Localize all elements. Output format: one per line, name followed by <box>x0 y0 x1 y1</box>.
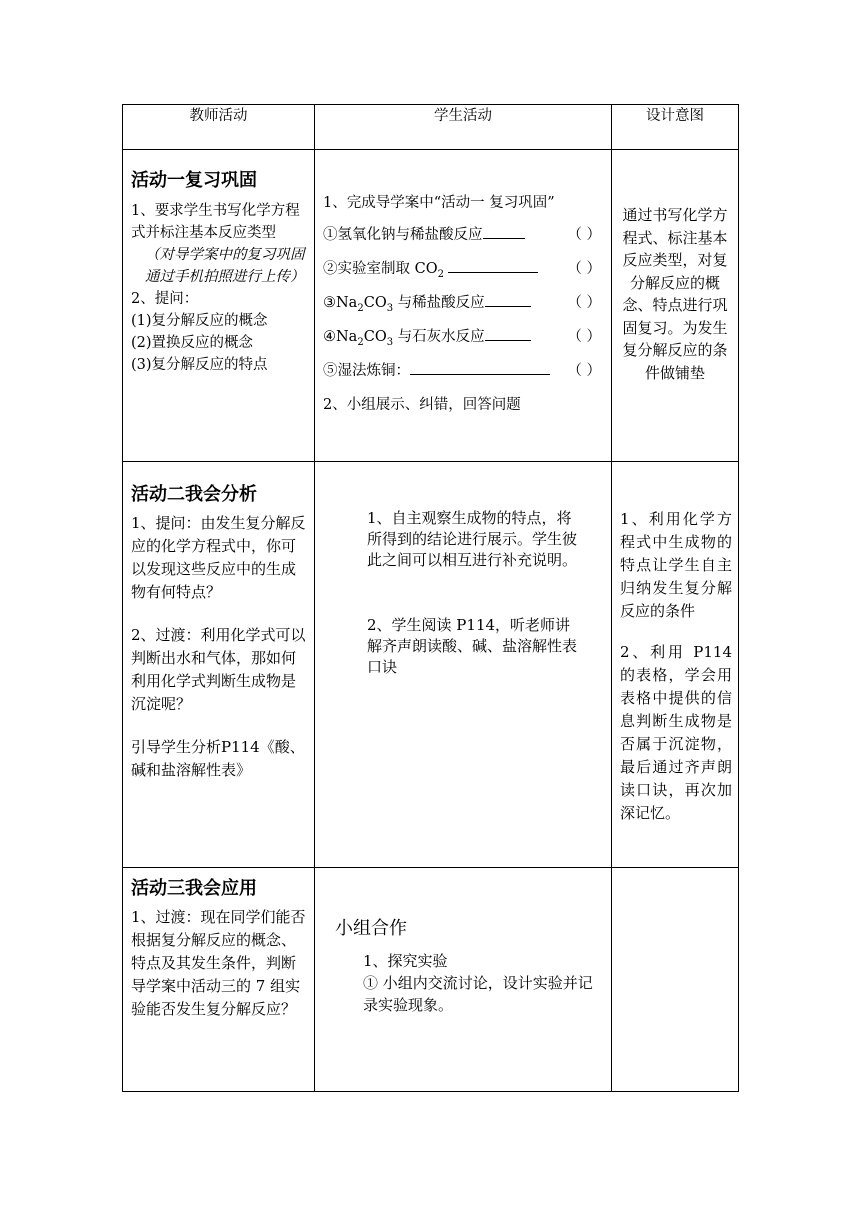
reaction-2 <box>323 252 605 286</box>
row3-student-item2: ① 小组内交流讨论，设计实验并记录实验现象。 <box>363 974 593 1014</box>
reaction-4 <box>323 320 605 354</box>
reaction-1-label: ①氢氧化钠与稀盐酸反应 <box>323 227 483 243</box>
reaction-type-blank: （ ） <box>567 329 601 345</box>
row1-teacher-item2: 2、提问： <box>131 291 199 307</box>
row1-teacher-note: （对导学案中的复习巩固通过手机拍照进行上传） <box>145 247 305 285</box>
reaction-type-blank: （ ） <box>567 295 601 311</box>
row1-teacher-q3: (3)复分解反应的特点 <box>131 357 268 373</box>
row2-student-cell <box>315 462 612 868</box>
row1-student-item2: 2、小组展示、纠错，回答问题 <box>323 397 521 413</box>
row3-teacher-cell <box>123 868 315 1092</box>
row3-teacher-item1: 1、过渡：现在同学们能否根据复分解反应的概念、特点及其发生条件，判断导学案中活动三的 7 组实验能否发生复分解反应？ <box>131 908 306 1018</box>
group-work-heading: 小组合作 <box>335 918 407 939</box>
header-intent: 设计意图 <box>612 105 739 150</box>
reaction-1 <box>323 218 605 252</box>
row2-student-item2: 2、学生阅读 P114，听老师讲解齐声朗读酸、碱、盐溶解性表口诀 <box>367 616 578 676</box>
row1-teacher-cell <box>123 150 315 462</box>
row1-student-intro: 1、完成导学案中“活动一 复习巩固” <box>323 195 555 211</box>
reaction-2-label: ②实验室制取 CO <box>323 261 438 277</box>
row2-teacher-item2: 2、过渡：利用化学式可以判断出水和气体，那如何利用化学式判断生成物是沉淀呢？ <box>131 626 306 713</box>
row2-teacher-cell <box>123 462 315 868</box>
subscript: 3 <box>386 302 394 314</box>
row2-intent-item2: 2、利用 P114 的表格，学会用表格中提供的信息判断生成物是否属于沉淀物，最后通过齐声朗读口诀，再次加深记忆。 <box>620 643 732 822</box>
header-student: 学生活动 <box>315 105 612 150</box>
reaction-4-text: 与石灰水反应 <box>393 329 485 345</box>
row2-teacher-item3: 引导学生分析P114《酸、碱和盐溶解性表》 <box>131 738 305 779</box>
reaction-5-label: ⑤湿法炼铜： <box>323 363 410 379</box>
activity-3-title: 活动三我会应用 <box>131 878 257 899</box>
row-activity-3 <box>123 868 739 1092</box>
row1-intent-cell <box>612 150 739 462</box>
row1-intent-text: 通过书写化学方程式、标注基本反应类型，对复分解反应的概念、特点进行巩固复习。为发生复分解反应的条件做铺垫 <box>622 206 728 382</box>
reaction-3 <box>323 286 605 320</box>
row3-intent-cell <box>612 868 739 1092</box>
row1-teacher-q2: (2)置换反应的概念 <box>131 335 254 351</box>
subscript: 2 <box>357 336 364 348</box>
blank-line <box>410 359 550 375</box>
row-activity-2 <box>123 462 739 868</box>
subscript: 3 <box>386 336 394 348</box>
row1-teacher-item1: 1、要求学生书写化学方程式并标注基本反应类型 <box>131 203 300 241</box>
blank-line <box>483 223 525 239</box>
subscript: 2 <box>437 268 444 280</box>
row2-intent-cell <box>612 462 739 868</box>
row2-teacher-item1: 1、提问：由发生复分解反应的化学方程式中，你可以发现这些反应中的生成物有何特点？ <box>131 514 306 601</box>
reaction-type-blank: （ ） <box>567 363 601 379</box>
lesson-plan-table <box>122 104 739 1092</box>
row1-student-cell <box>315 150 612 462</box>
row3-student-item1: 1、探究实验 <box>363 952 448 970</box>
reaction-3-text: 与稀盐酸反应 <box>393 295 485 311</box>
reaction-type-blank: （ ） <box>567 227 601 243</box>
reaction-3-formula: CO <box>363 295 387 311</box>
activity-2-title: 活动二我会分析 <box>131 484 257 505</box>
reaction-5 <box>323 354 605 388</box>
blank-line <box>485 325 531 341</box>
activity-1-title: 活动一复习巩固 <box>131 170 257 191</box>
header-teacher: 教师活动 <box>123 105 315 150</box>
row2-intent-item1: 1、利用化学方程式中生成物的特点让学生自主归纳发生复分解反应的条件 <box>620 510 732 620</box>
subscript: 2 <box>357 302 364 314</box>
blank-line <box>485 291 531 307</box>
reaction-3-label: ③Na <box>323 295 358 311</box>
blank-line <box>448 257 538 273</box>
row2-student-item1: 1、自主观察生成物的特点，将所得到的结论进行展示。学生彼此之间可以相互进行补充说明。 <box>367 509 578 569</box>
reaction-4-formula: CO <box>363 329 387 345</box>
row3-student-cell <box>315 868 612 1092</box>
row1-teacher-q1: (1)复分解反应的概念 <box>131 313 268 329</box>
reaction-type-blank: （ ） <box>567 261 601 277</box>
row-activity-1 <box>123 150 739 462</box>
reaction-4-label: ④Na <box>323 329 358 345</box>
header-row <box>123 105 739 150</box>
